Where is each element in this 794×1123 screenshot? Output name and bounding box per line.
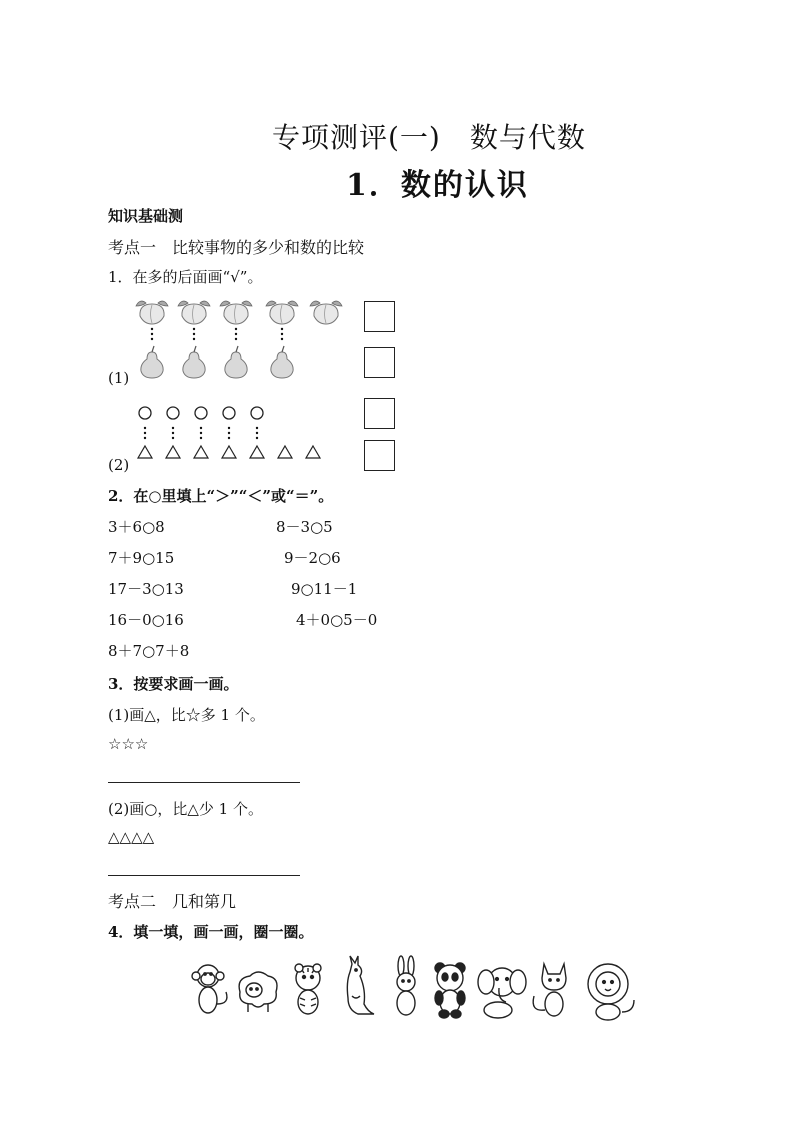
circle-shape bbox=[223, 407, 235, 419]
q3-prompt: 3．按要求画一画。 bbox=[108, 675, 239, 693]
section-label: 知识基础测 bbox=[108, 207, 184, 225]
compare-left[interactable]: 17－3○13 bbox=[108, 580, 184, 598]
answer-box[interactable] bbox=[364, 301, 395, 332]
monkey-icon bbox=[192, 965, 227, 1013]
peach-icon bbox=[178, 301, 210, 324]
answer-box[interactable] bbox=[364, 347, 395, 378]
q3-part2: (2)画○，比△少 1 个。 bbox=[108, 800, 263, 818]
kangaroo-icon bbox=[347, 956, 374, 1014]
pear-icon bbox=[141, 346, 163, 378]
peach-icon bbox=[310, 301, 342, 324]
triangle-shape bbox=[278, 446, 292, 458]
q1-fruit-figure bbox=[130, 296, 350, 386]
circle-shape bbox=[139, 407, 151, 419]
triangle-shape bbox=[306, 446, 320, 458]
topic-two-heading: 考点二 几和第几 bbox=[108, 892, 237, 911]
circle-shape bbox=[195, 407, 207, 419]
triangle-shape bbox=[222, 446, 236, 458]
compare-right[interactable]: 9○11－1 bbox=[291, 580, 358, 598]
q2-prompt: 2．在○里填上“＞”“＜”或“＝”。 bbox=[108, 487, 334, 505]
compare-left[interactable]: 3＋6○8 bbox=[108, 518, 165, 536]
cat-icon bbox=[533, 964, 566, 1016]
peach-icon bbox=[220, 301, 252, 324]
rabbit-icon bbox=[397, 956, 415, 1015]
triangle-shape bbox=[138, 446, 152, 458]
answer-line[interactable] bbox=[108, 875, 300, 876]
compare-right[interactable]: 4＋0○5－0 bbox=[296, 611, 378, 629]
compare-left[interactable]: 7＋9○15 bbox=[108, 549, 175, 567]
star-row: ☆☆☆ bbox=[108, 735, 149, 753]
peach-icon bbox=[136, 301, 168, 324]
animals-figure bbox=[180, 955, 650, 1025]
page-subtitle: 1．数的认识 bbox=[346, 168, 529, 203]
connector-dots bbox=[151, 328, 283, 340]
compare-right[interactable]: 9－2○6 bbox=[284, 549, 341, 567]
triangle-shape bbox=[250, 446, 264, 458]
q1-prompt: 1．在多的后面画“√”。 bbox=[108, 268, 263, 286]
pear-icon bbox=[225, 346, 247, 378]
page-title: 专项测评(一) 数与代数 bbox=[272, 121, 586, 154]
answer-box[interactable] bbox=[364, 398, 395, 429]
panda-icon bbox=[435, 963, 465, 1018]
triangle-shape bbox=[166, 446, 180, 458]
circle-shape bbox=[251, 407, 263, 419]
triangle-shape bbox=[194, 446, 208, 458]
q3-part1: (1)画△，比☆多 1 个。 bbox=[108, 706, 265, 724]
q1-part2-label: (2) bbox=[108, 456, 130, 474]
circle-shape bbox=[167, 407, 179, 419]
compare-right[interactable]: 8－3○5 bbox=[276, 518, 333, 536]
topic-one-heading: 考点一 比较事物的多少和数的比较 bbox=[108, 238, 365, 257]
compare-left[interactable]: 8＋7○7＋8 bbox=[108, 642, 190, 660]
elephant-icon bbox=[478, 968, 526, 1018]
answer-line[interactable] bbox=[108, 782, 300, 783]
lion-icon bbox=[588, 964, 634, 1020]
q1-part1-label: (1) bbox=[108, 369, 130, 387]
peach-icon bbox=[266, 301, 298, 324]
triangle-row: △△△△ bbox=[108, 828, 155, 846]
pear-icon bbox=[183, 346, 205, 378]
q4-prompt: 4．填一填，画一画，圈一圈。 bbox=[108, 923, 314, 941]
tiger-icon bbox=[295, 964, 321, 1014]
q1-shapes-figure bbox=[132, 400, 332, 465]
compare-left[interactable]: 16－0○16 bbox=[108, 611, 184, 629]
answer-box[interactable] bbox=[364, 440, 395, 471]
sheep-icon bbox=[239, 972, 277, 1012]
pear-icon bbox=[271, 346, 293, 378]
